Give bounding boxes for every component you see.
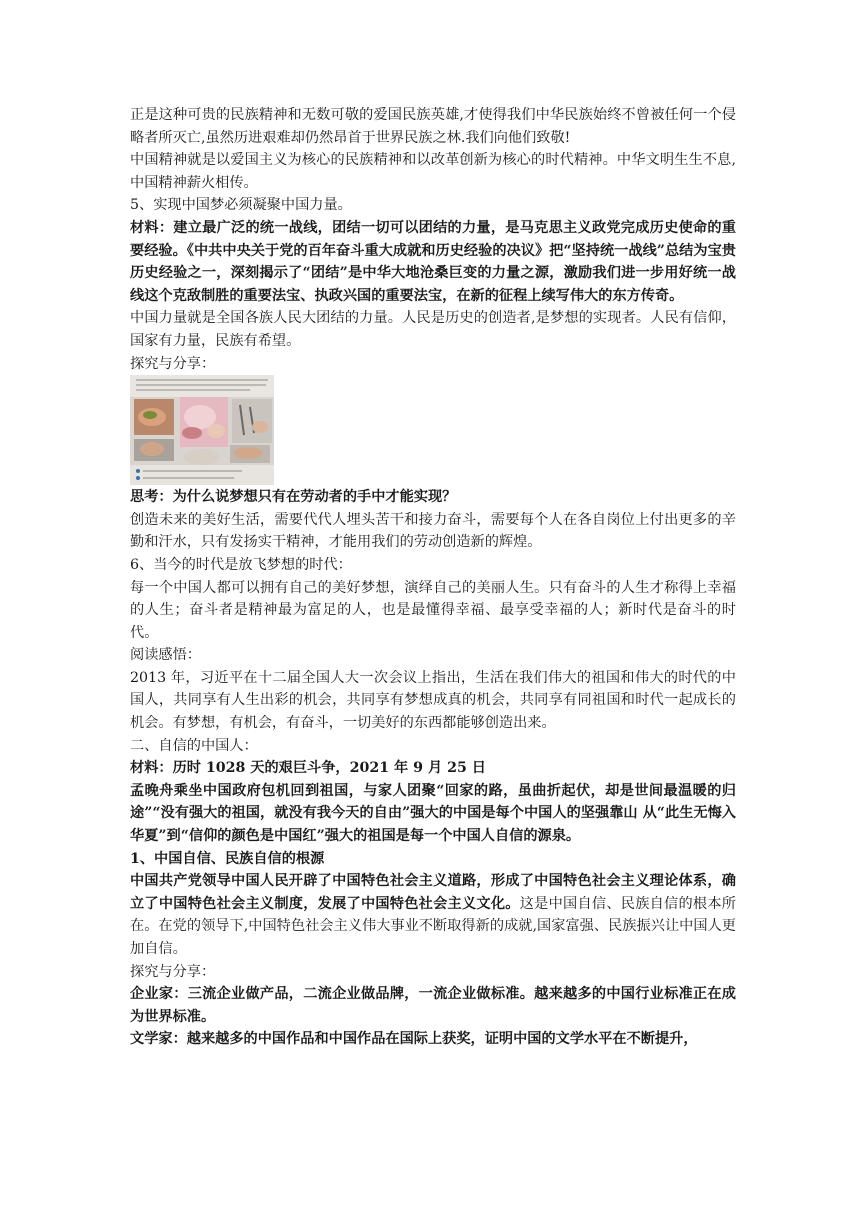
paragraph: 中国力量就是全国各族人民大团结的力量。人民是历史的创造者,是梦想的实现者。人民有信仰，国家有力量，民族有希望。 xyxy=(130,310,736,349)
normal-run: 这是中国自信、民族自信的根本所在。在党的领导下,中国特色社会主义伟大事业不断取得新的成就,国家富强、民族振兴让中国人更加自信。 xyxy=(130,895,736,957)
quote-paragraph: 企业家：三流企业做产品，二流企业做品牌，一流企业做标准。越来越多的中国行业标准正在成为世界标准。 xyxy=(130,986,736,1025)
quote-paragraph: 文学家：越来越多的中国作品和中国作品在国际上获奖，证明中国的文学水平在不断提升， xyxy=(130,1031,698,1048)
section-label: 阅读感悟： xyxy=(130,647,201,664)
subsection-heading: 1、中国自信、民族自信的根源 xyxy=(130,850,325,867)
bold-run: 中国共产党领导中国人民开辟了中国特色社会主义道路，形成了中国特色社会主义理论体系，确立了中国特色社会主义制度，发展了中国特色社会主义文化。 xyxy=(130,873,736,912)
question-paragraph: 思考：为什么说梦想只有在劳动者的手中才能实现？ xyxy=(130,489,457,506)
document-body xyxy=(130,104,736,1051)
paragraph: 2013 年，习近平在十二届全国人大一次会议上指出，生活在我们伟大的祖国和伟大的时代的中国人，共同享有人生出彩的机会，共同享有梦想成真的机会，共同享有同祖国和时代一起成长的机会。有梦想，有机会，有奋斗，一切美好的东西都能够创造出来。 xyxy=(130,669,736,732)
material-paragraph: 材料：历时 1028 天的艰巨斗争，2021 年 9 月 25 日 xyxy=(130,760,486,777)
paragraph: 正是这种可贵的民族精神和无数可敬的爱国民族英雄,才使得我们中华民族始终不曾被任何一个侵略者所灭亡,虽然历进艰难却仍然昂首于世界民族之林.我们向他们致敬! xyxy=(130,107,736,146)
material-paragraph: 材料：建立最广泛的统一战线，团结一切可以团结的力量，是马克思主义政党完成历史使命的重要经验。《中共中央关于党的百年奋斗重大成就和历史经验的决议》把“坚持统一战线”总结为宝贵历史经验之一，深刻揭示了“团结”是中华大地沧桑巨变的力量之源，激励我们进一步用好统一战线这个克敌制胜的重要法宝、执政兴国的重要法宝，在新的征程上续写伟大的东方传奇。 xyxy=(130,219,736,304)
paragraph: 5、实现中国梦必须凝聚中国力量。 xyxy=(130,197,352,214)
material-paragraph: 孟晚舟乘坐中国政府包机回到祖国，与家人团聚“回家的路，虽曲折起伏，却是世间最温暖的归途”“没有强大的祖国，就没有我今天的自由”强大的中国是每个中国人的坚强靠山 从“此生无悔入华夏”到“信仰的颜色是中国红”强大的祖国是每一个中国人自信的源泉。 xyxy=(130,782,736,845)
textbook-photo-collage xyxy=(130,375,274,485)
paragraph: 创造未来的美好生活，需要代代人埋头苦干和接力奋斗，需要每个人在各自岗位上付出更多的辛勤和汗水，只有发扬实干精神，才能用我们的劳动创造新的辉煌。 xyxy=(130,511,736,551)
section-label: 探究与分享： xyxy=(130,963,216,980)
paragraph: 6、当今的时代是放飞梦想的时代： xyxy=(130,556,352,573)
paragraph xyxy=(130,870,736,960)
paragraph: 中国精神就是以爱国主义为核心的民族精神和以改革创新为核心的时代精神。中华文明生生不息,中国精神薪火相传。 xyxy=(130,152,736,191)
section-heading: 二、自信的中国人： xyxy=(130,737,258,754)
section-label: 探究与分享： xyxy=(130,355,216,372)
paragraph: 每一个中国人都可以拥有自己的美好梦想，演绎自己的美丽人生。只有奋斗的人生才称得上幸福的人生；奋斗者是精神最为富足的人，也是最懂得幸福、最享受幸福的人；新时代是奋斗的时代。 xyxy=(130,579,736,641)
